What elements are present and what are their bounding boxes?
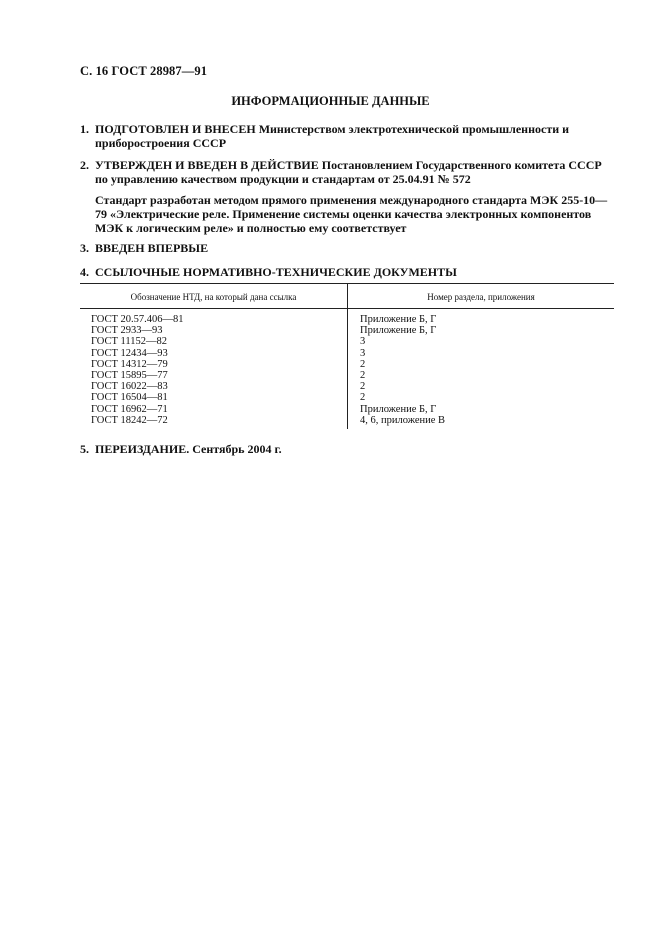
table-column-designation [91, 314, 341, 426]
table-cell: ГОСТ 15895—77 [91, 369, 168, 381]
table-cell: ГОСТ 16962—71 [91, 403, 168, 415]
item-number: 3. [80, 241, 89, 255]
table-cell: 2 [360, 358, 366, 370]
reference-documents-table [80, 283, 614, 429]
table-cell: 4, 6, приложение В [360, 414, 446, 426]
item-text: Сентябрь 2004 г. [189, 442, 282, 456]
item-lead: УТВЕРЖДЕН И ВВЕДЕН В ДЕЙСТВИЕ [95, 158, 319, 172]
table-cell: ГОСТ 2933—93 [91, 325, 163, 337]
item-number: 4. [80, 265, 89, 279]
table-column-section [360, 314, 610, 426]
item-number: 5. [80, 442, 89, 456]
item-4 [80, 265, 616, 279]
table-cell: 2 [360, 392, 366, 404]
table-column-rule [347, 283, 348, 429]
item-lead: ПОДГОТОВЛЕН И ВНЕСЕН [95, 122, 256, 136]
table-cell: 3 [360, 336, 366, 348]
table-cell: ГОСТ 12434—93 [91, 347, 168, 359]
item-5 [80, 442, 616, 456]
item-lead: ССЫЛОЧНЫЕ НОРМАТИВНО-ТЕХНИЧЕСКИЕ ДОКУМЕНТЫ [95, 265, 457, 279]
table-cell: ГОСТ 16504—81 [91, 392, 168, 404]
item-lead: ПЕРЕИЗДАНИЕ. [95, 442, 190, 456]
item-number: 1. [80, 122, 89, 136]
table-cell: ГОСТ 18242—72 [91, 414, 168, 426]
table-cell: 2 [360, 369, 366, 381]
table-cell: ГОСТ 16022—83 [91, 381, 168, 393]
page-header: С. 16 ГОСТ 28987—91 [80, 64, 208, 78]
item-1 [80, 122, 616, 150]
table-header-section: Номер раздела, приложения [427, 292, 535, 302]
table-cell: ГОСТ 20.57.406—81 [91, 314, 184, 325]
table-cell: 2 [360, 381, 366, 393]
item-text: Министерством электротехнической промышленности и приборостроения СССР [95, 122, 570, 150]
item-text: Постановлением Государственного комитета СССР по управлению качеством продукции и стандартам от 25.04.91 № 572 [95, 158, 602, 186]
table-cell: ГОСТ 14312—79 [91, 358, 168, 370]
item-3 [80, 241, 616, 255]
item-number: 2. [80, 158, 89, 172]
table-cell: Приложение Б, Г [360, 403, 437, 415]
item-2 [80, 158, 616, 186]
table-cell: Приложение Б, Г [360, 314, 437, 325]
item-lead: ВВЕДЕН ВПЕРВЫЕ [95, 241, 209, 255]
table-cell: Приложение Б, Г [360, 325, 437, 337]
table-cell: ГОСТ 11152—82 [91, 336, 168, 348]
standard-note-paragraph: Стандарт разработан методом прямого применения международного стандарта МЭК 255-10—79 «Электрические реле. Применение системы оценки качества электронных компонентов МЭК к логическим реле» и полностью ему соответствует [95, 193, 608, 235]
table-cell: 3 [360, 347, 366, 359]
table-header-designation: Обозначение НТД, на который дана ссылка [130, 292, 297, 302]
section-title: ИНФОРМАЦИОННЫЕ ДАННЫЕ [231, 94, 430, 108]
